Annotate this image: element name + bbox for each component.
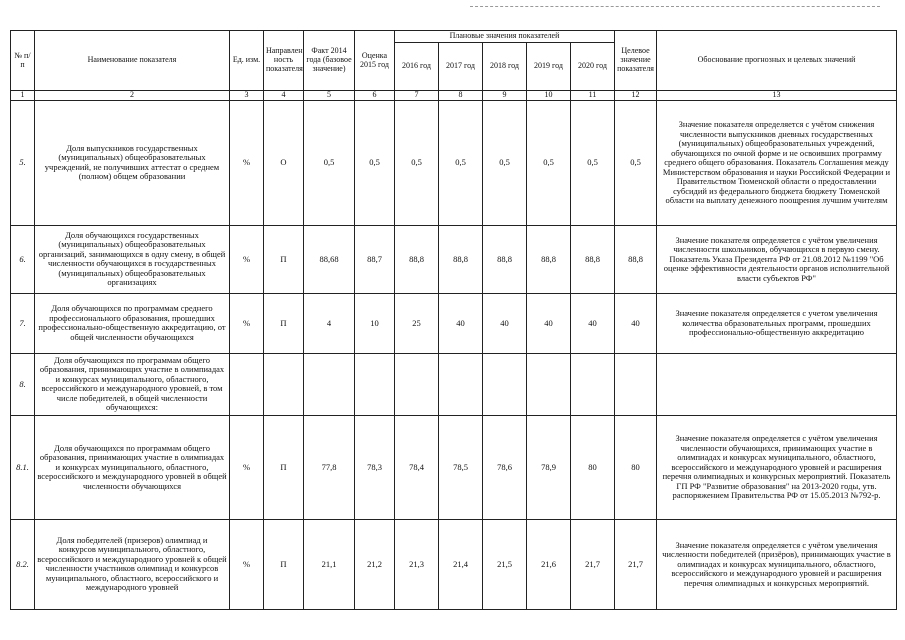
table-row	[11, 100, 897, 225]
header-planned-group: Плановые значения показателей	[395, 31, 615, 43]
row-number: 5.	[11, 100, 35, 225]
unit-cell: %	[230, 225, 264, 293]
estimate-2015-cell: 10	[355, 293, 395, 353]
estimate-2015-cell: 88,7	[355, 225, 395, 293]
plan-2016-cell: 78,4	[395, 415, 439, 519]
indicator-name: Доля обучающихся по программам общего образования, принимающих участие в олимпиадах и конкурсах муниципального, областного, всероссийского и международного уровней, в том числе победителей, в общей численности обучающихся:	[35, 353, 230, 415]
col-number: 9	[483, 91, 527, 101]
col-number: 2	[35, 91, 230, 101]
indicator-name: Доля обучающихся государственных (муниципальных) общеобразовательных организаций, занимающихся в одну смену, в общей численности обучающихся в государственных (муниципальных) общеобразовательных организациях	[35, 225, 230, 293]
plan-2018-cell	[483, 353, 527, 415]
target-cell: 40	[615, 293, 657, 353]
fact-2014-cell: 0,5	[304, 100, 355, 225]
col-number: 4	[264, 91, 304, 101]
direction-cell: П	[264, 519, 304, 609]
unit-cell: %	[230, 100, 264, 225]
fact-2014-cell: 4	[304, 293, 355, 353]
direction-cell	[264, 353, 304, 415]
plan-2019-cell	[527, 353, 571, 415]
basis-cell: Значение показателя определяется с учетом увеличения количества образовательных программ, прошедших профессионально-общественную аккредитацию	[657, 293, 897, 353]
col-number: 1	[11, 91, 35, 101]
direction-cell: П	[264, 415, 304, 519]
plan-2017-cell: 0,5	[439, 100, 483, 225]
basis-cell: Значение показателя определяется с учётом увеличения численности обучающихся, принимающих участие в олимпиадах и конкурсах муниципального, областного, всероссийского и международного уровней и расширения перечня олимпиадных и конкурсных мероприятий. Показатель ГП РФ "Развитие образования" на 2013-2020 годы, утв. распоряжением Правительства РФ от 15.05.2013 №792-р.	[657, 415, 897, 519]
plan-2018-cell: 88,8	[483, 225, 527, 293]
col-number: 13	[657, 91, 897, 101]
indicator-name: Доля обучающихся по программам среднего профессионального образования, прошедших профессионально-общественную аккредитацию, от общей численности обучающихся	[35, 293, 230, 353]
plan-2017-cell: 78,5	[439, 415, 483, 519]
header-direction: Направлен ность показателя	[264, 31, 304, 91]
header-year-2016: 2016 год	[395, 43, 439, 91]
fact-2014-cell	[304, 353, 355, 415]
indicator-name: Доля обучающихся по программам общего образования, принимающих участие в олимпиадах и конкурсах муниципального, областного, всероссийского и международного уровней в общей численности обучающихся	[35, 415, 230, 519]
row-number: 7.	[11, 293, 35, 353]
plan-2018-cell: 0,5	[483, 100, 527, 225]
row-number: 8.2.	[11, 519, 35, 609]
header-fact-2014: Факт 2014 года (базовое значение)	[304, 31, 355, 91]
estimate-2015-cell: 21,2	[355, 519, 395, 609]
col-number: 7	[395, 91, 439, 101]
plan-2016-cell: 25	[395, 293, 439, 353]
plan-2020-cell: 21,7	[571, 519, 615, 609]
plan-2018-cell: 40	[483, 293, 527, 353]
header-name: Наименование показателя	[35, 31, 230, 91]
plan-2020-cell: 0,5	[571, 100, 615, 225]
plan-2020-cell	[571, 353, 615, 415]
unit-cell: %	[230, 519, 264, 609]
plan-2019-cell: 78,9	[527, 415, 571, 519]
table-row	[11, 293, 897, 353]
unit-cell: %	[230, 415, 264, 519]
col-number: 8	[439, 91, 483, 101]
basis-cell: Значение показателя определяется с учётом снижения численности выпускников дневных государственных (муниципальных) общеобразовательных учреждений, обучающихся по очной форме и не освоивших программу среднего общего образования. Показатель Соглашения между Министерством образования и науки Российской Федерации и Правительством Тюменской области о предоставлении субсидий из федерального бюджета бюджету Тюменской области на выплату денежного поощрения лучшим учителям	[657, 100, 897, 225]
plan-2018-cell: 78,6	[483, 415, 527, 519]
table-row	[11, 225, 897, 293]
basis-cell	[657, 353, 897, 415]
plan-2017-cell	[439, 353, 483, 415]
direction-cell: О	[264, 100, 304, 225]
plan-2019-cell: 88,8	[527, 225, 571, 293]
header-num: № п/п	[11, 31, 35, 91]
row-number: 8.	[11, 353, 35, 415]
plan-2019-cell: 40	[527, 293, 571, 353]
unit-cell: %	[230, 293, 264, 353]
col-number: 10	[527, 91, 571, 101]
estimate-2015-cell: 0,5	[355, 100, 395, 225]
header-unit: Ед. изм.	[230, 31, 264, 91]
row-number: 8.1.	[11, 415, 35, 519]
plan-2019-cell: 21,6	[527, 519, 571, 609]
plan-2017-cell: 21,4	[439, 519, 483, 609]
target-cell: 88,8	[615, 225, 657, 293]
plan-2016-cell: 0,5	[395, 100, 439, 225]
header-estimate-2015: Оценка 2015 год	[355, 31, 395, 91]
fact-2014-cell: 21,1	[304, 519, 355, 609]
fact-2014-cell: 88,68	[304, 225, 355, 293]
estimate-2015-cell: 78,3	[355, 415, 395, 519]
plan-2016-cell: 21,3	[395, 519, 439, 609]
fact-2014-cell: 77,8	[304, 415, 355, 519]
plan-2018-cell: 21,5	[483, 519, 527, 609]
indicator-name: Доля победителей (призеров) олимпиад и конкурсов муниципального, областного, всероссийского и международного уровней к общей численности участников олимпиад и конкурсов муниципального, областного, всероссийского и международного уровней	[35, 519, 230, 609]
header-target: Целевое значение показателя	[615, 31, 657, 91]
col-number: 6	[355, 91, 395, 101]
target-cell: 0,5	[615, 100, 657, 225]
unit-cell	[230, 353, 264, 415]
row-number: 6.	[11, 225, 35, 293]
indicators-table	[10, 30, 897, 610]
scan-top-edge	[470, 6, 880, 7]
plan-2020-cell: 80	[571, 415, 615, 519]
table-row	[11, 519, 897, 609]
table-row	[11, 353, 897, 415]
direction-cell: П	[264, 293, 304, 353]
header-year-2019: 2019 год	[527, 43, 571, 91]
plan-2020-cell: 88,8	[571, 225, 615, 293]
plan-2017-cell: 40	[439, 293, 483, 353]
target-cell: 80	[615, 415, 657, 519]
header-basis: Обоснование прогнозных и целевых значений	[657, 31, 897, 91]
basis-cell: Значение показателя определяется с учётом увеличения численности победителей (призёров), принимающих участие в олимпиадах и конкурсах муниципального, областного, всероссийского и международного уровней и расширения перечня олимпиадных и конкурсных мероприятий.	[657, 519, 897, 609]
col-number: 12	[615, 91, 657, 101]
indicator-name: Доля выпускников государственных (муниципальных) общеобразовательных учреждений, не получивших аттестат о среднем (полном) общем образовании	[35, 100, 230, 225]
col-number: 11	[571, 91, 615, 101]
col-number: 5	[304, 91, 355, 101]
basis-cell: Значение показателя определяется с учётом увеличения численности школьников, обучающихся в первую смену. Показатель Указа Президента РФ от 21.08.2012 №1199 "Об оценке эффективности деятельности органов исполнительной власти субъектов РФ"	[657, 225, 897, 293]
direction-cell: П	[264, 225, 304, 293]
header-year-2020: 2020 год	[571, 43, 615, 91]
plan-2020-cell: 40	[571, 293, 615, 353]
target-cell	[615, 353, 657, 415]
plan-2016-cell: 88,8	[395, 225, 439, 293]
table-row	[11, 415, 897, 519]
plan-2017-cell: 88,8	[439, 225, 483, 293]
plan-2019-cell: 0,5	[527, 100, 571, 225]
header-row-1	[11, 31, 897, 43]
col-number: 3	[230, 91, 264, 101]
column-numbers-row	[11, 91, 897, 101]
plan-2016-cell	[395, 353, 439, 415]
target-cell: 21,7	[615, 519, 657, 609]
estimate-2015-cell	[355, 353, 395, 415]
header-year-2017: 2017 год	[439, 43, 483, 91]
header-year-2018: 2018 год	[483, 43, 527, 91]
